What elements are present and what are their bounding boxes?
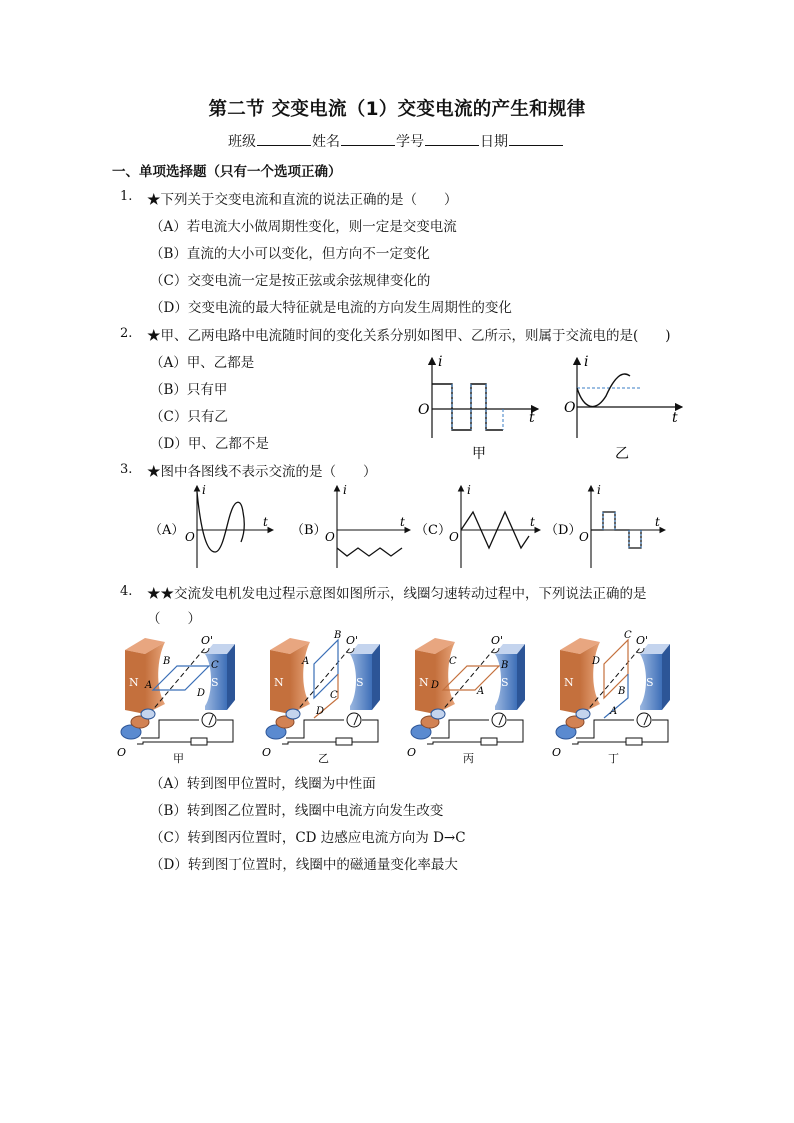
question-3-stem: ★图中各图线不表示交流的是（ ） xyxy=(147,464,377,480)
question-1-stem: ★下列关于交变电流和直流的说法正确的是（ ） xyxy=(147,192,458,208)
question-2-graphs xyxy=(400,350,700,465)
question-2-option-a: （A）甲、乙都是 xyxy=(150,355,255,371)
graph-3d-axis-i: i xyxy=(597,483,601,497)
graph-3b-origin: O xyxy=(325,530,335,544)
graph-3b-axis-t: t xyxy=(400,515,405,529)
graph-3d-axis-t: t xyxy=(655,515,660,529)
question-4-stem-tail: （ ） xyxy=(147,611,201,627)
question-3-number: 3. xyxy=(120,462,133,477)
field-name-blank xyxy=(341,132,395,146)
field-date-label: 日期 xyxy=(480,134,508,150)
graph-3b xyxy=(291,483,410,568)
graph-3c xyxy=(415,483,540,568)
graph-3a-axis-i: i xyxy=(202,483,206,497)
graph-jia-axis-t: t xyxy=(529,410,535,426)
graph-jia xyxy=(418,354,538,462)
coil-label: D xyxy=(431,680,440,691)
coil-label: B xyxy=(334,630,342,641)
graph-3d xyxy=(545,483,665,568)
graph-3c-axis-i: i xyxy=(467,483,471,497)
coil-label: A xyxy=(145,680,153,691)
graph-3a-axis-t: t xyxy=(263,515,268,529)
graph-jia-axis-i: i xyxy=(438,354,443,370)
coil-label: A xyxy=(477,686,485,697)
question-1-option-a: （A）若电流大小做周期性变化，则一定是交变电流 xyxy=(150,219,457,235)
coil-label: D xyxy=(197,688,206,699)
graph-3c-axis-t: t xyxy=(530,515,535,529)
generator-panel-yi xyxy=(262,630,380,765)
generator-panel-jia xyxy=(117,634,235,765)
question-2-option-b: （B）只有甲 xyxy=(150,382,228,398)
generator-caption-bing: 丙 xyxy=(463,752,474,765)
field-id-blank xyxy=(425,132,479,146)
coil-label: B xyxy=(501,660,509,671)
question-1-option-d: （D）交变电流的最大特征就是电流的方向发生周期性的变化 xyxy=(150,300,512,316)
coil-label: D xyxy=(592,656,601,667)
graph-3a-origin: O xyxy=(185,530,195,544)
graph-3a xyxy=(149,483,273,568)
graph-3c-origin: O xyxy=(449,530,459,544)
graph-yi-axis-i: i xyxy=(584,354,589,370)
field-class-label: 班级 xyxy=(228,134,256,150)
coil-label: D xyxy=(316,706,325,717)
graph-3b-axis-i: i xyxy=(343,483,347,497)
graph-yi-axis-t: t xyxy=(672,410,678,426)
graph-yi-caption: 乙 xyxy=(615,446,629,462)
graph-yi-origin: O xyxy=(564,400,576,416)
coil-label: C xyxy=(330,690,338,701)
coil-label: B xyxy=(618,686,626,697)
graph-jia-caption: 甲 xyxy=(472,446,486,462)
section-heading: 一、单项选择题（只有一个选项正确） xyxy=(112,164,342,180)
field-class-blank xyxy=(257,132,311,146)
coil-label: C xyxy=(449,656,457,667)
question-2-option-d: （D）甲、乙都不是 xyxy=(150,436,269,452)
coil-label: A xyxy=(302,656,310,667)
graph-jia-origin: O xyxy=(418,402,430,418)
graph-3d-label: （D） xyxy=(545,523,582,538)
question-4-option-b: （B）转到图乙位置时，线圈中电流方向发生改变 xyxy=(150,803,444,819)
question-4-number: 4. xyxy=(120,584,133,599)
generator-panel-ding xyxy=(552,630,670,765)
generator-caption-yi: 乙 xyxy=(318,752,329,765)
question-4-option-d: （D）转到图丁位置时，线圈中的磁通量变化率最大 xyxy=(150,857,458,873)
question-4-stem: ★★交流发电机发电过程示意图如图所示，线圈匀速转动过程中，下列说法正确的是 xyxy=(147,586,647,602)
question-1-number: 1. xyxy=(120,189,133,204)
generator-caption-jia: 甲 xyxy=(173,752,184,765)
question-4-option-c: （C）转到图丙位置时，CD 边感应电流方向为 D→C xyxy=(150,830,466,846)
question-3-graphs xyxy=(145,482,675,574)
graph-3c-label: （C） xyxy=(415,523,451,538)
student-info-line xyxy=(228,131,564,151)
coil-label: C xyxy=(211,660,219,671)
question-2-option-c: （C）只有乙 xyxy=(150,409,228,425)
question-2-number: 2. xyxy=(120,326,133,341)
generator-figure xyxy=(113,628,693,768)
graph-3a-label: （A） xyxy=(149,523,185,538)
coil-label: A xyxy=(610,706,618,717)
graph-3b-label: （B） xyxy=(291,523,327,538)
generator-caption-ding: 丁 xyxy=(608,752,619,765)
field-id-label: 学号 xyxy=(396,134,424,150)
generator-panel-bing xyxy=(407,634,525,765)
question-2-stem: ★甲、乙两电路中电流随时间的变化关系分别如图甲、乙所示，则属于交流电的是( ) xyxy=(147,328,671,344)
graph-3d-origin: O xyxy=(579,530,589,544)
coil-label: B xyxy=(163,656,171,667)
field-date-blank xyxy=(509,132,563,146)
question-1-option-b: （B）直流的大小可以变化，但方向不一定变化 xyxy=(150,246,430,262)
page-title: 第二节 交变电流（1）交变电流的产生和规律 xyxy=(208,99,586,120)
question-1-option-c: （C）交变电流一定是按正弦或余弦规律变化的 xyxy=(150,273,431,289)
coil-label: C xyxy=(624,630,632,641)
question-4-option-a: （A）转到图甲位置时，线圈为中性面 xyxy=(150,776,376,792)
graph-yi xyxy=(564,354,682,462)
field-name-label: 姓名 xyxy=(312,134,340,150)
